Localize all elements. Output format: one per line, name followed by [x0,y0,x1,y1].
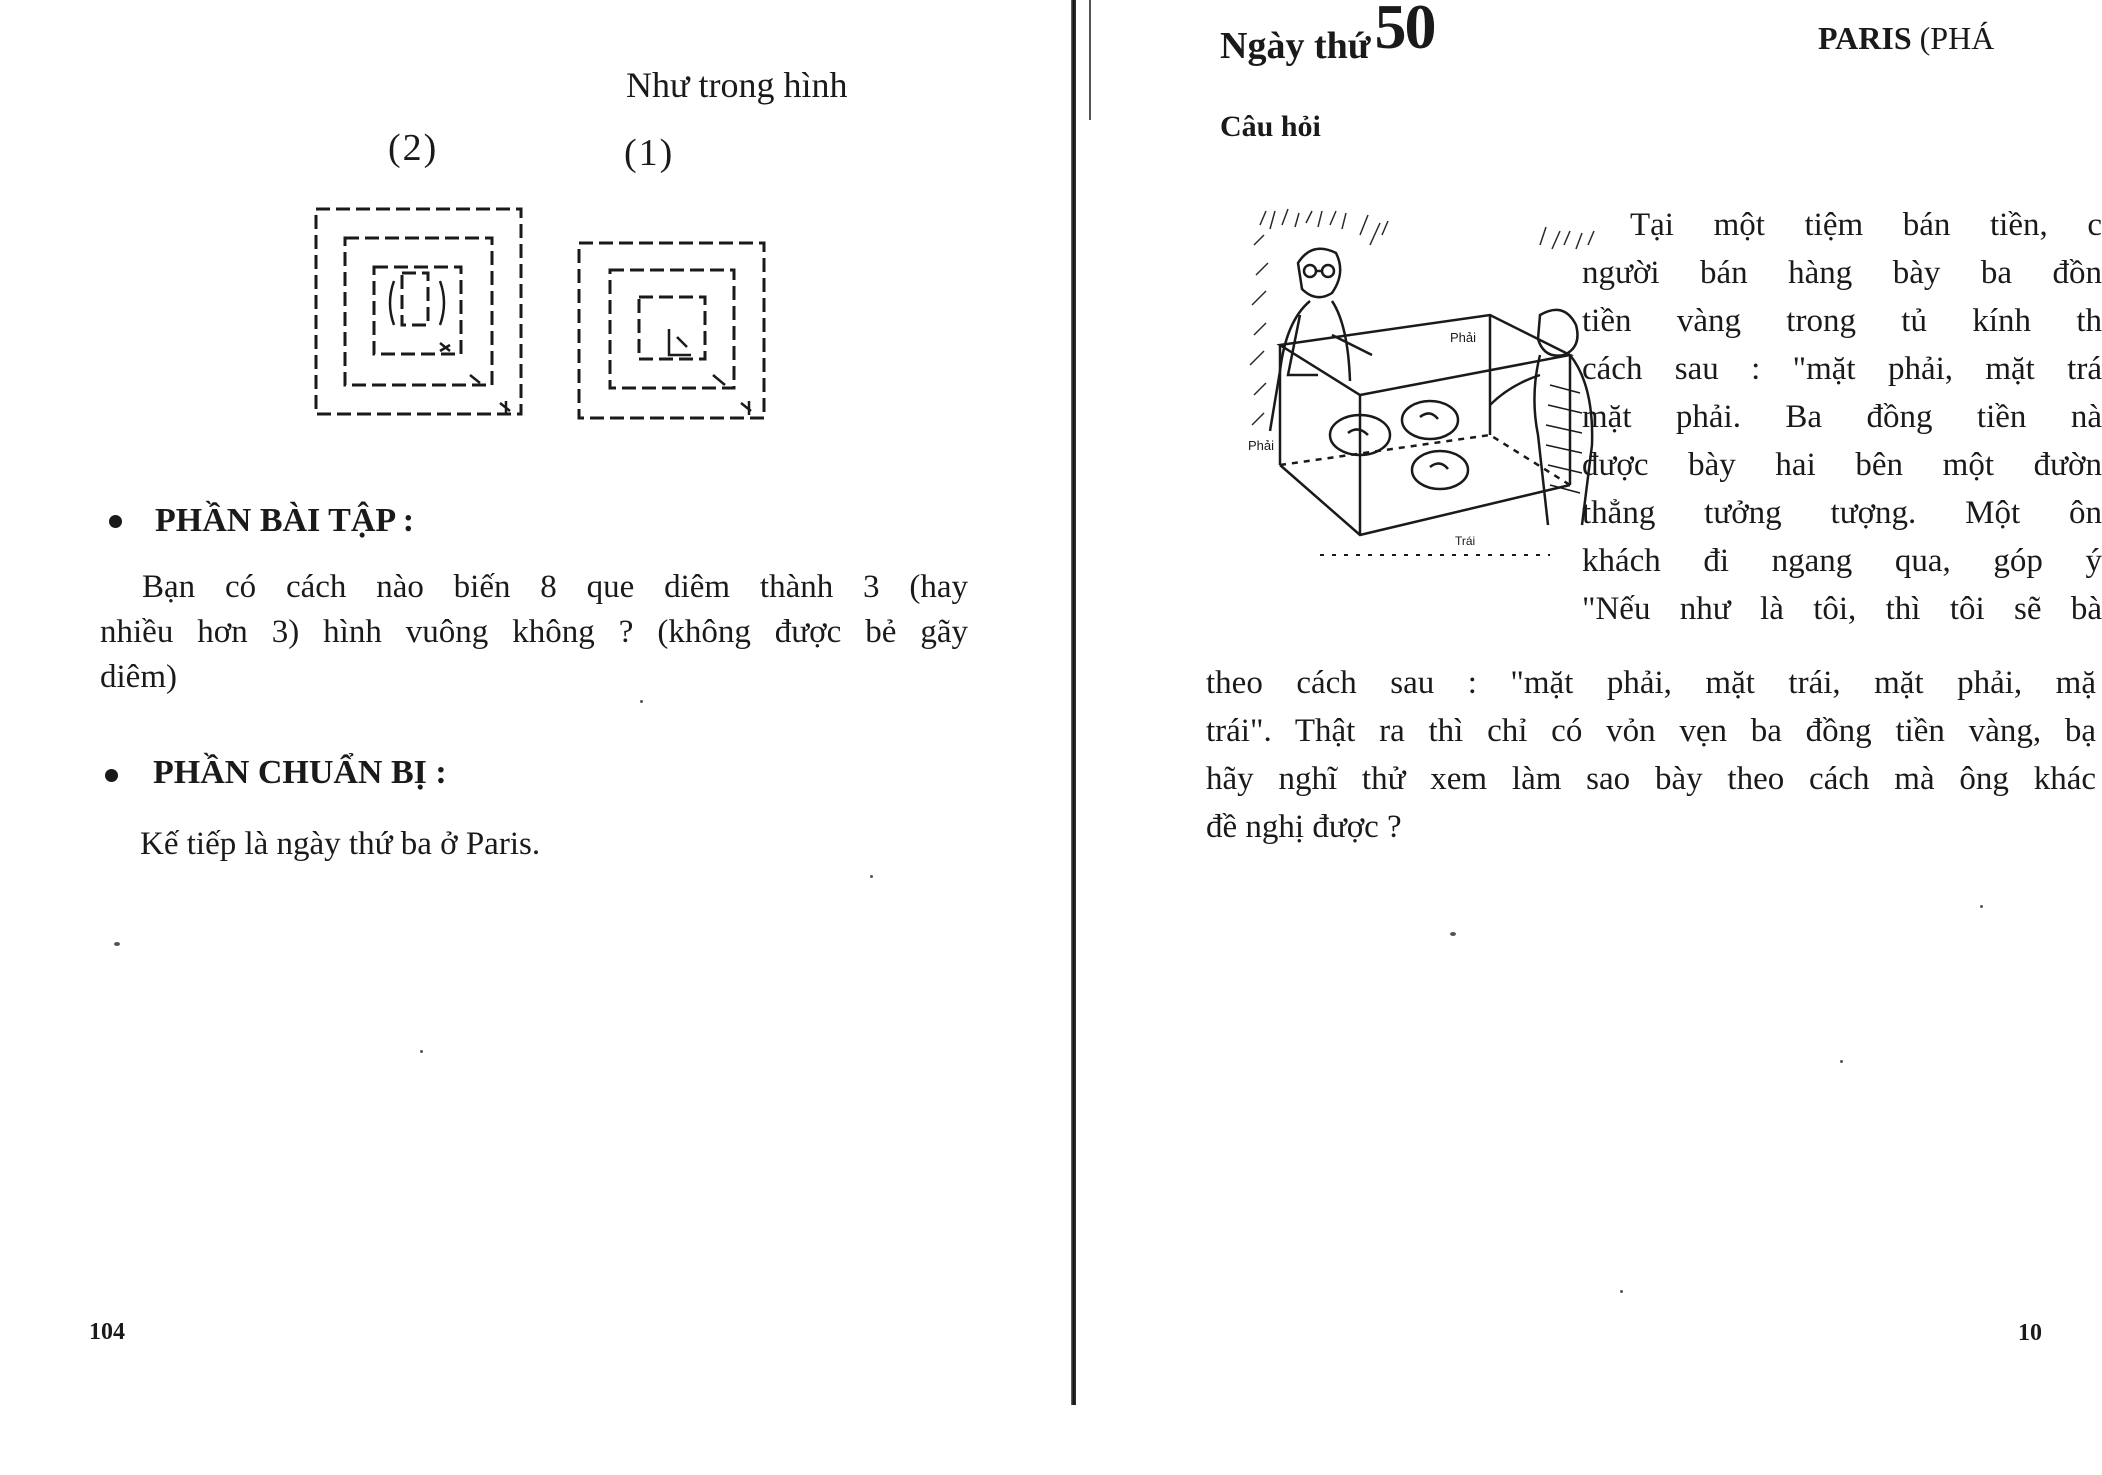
page-number-right: 10 [2018,1320,2042,1346]
question-line: Tại một tiệm bán tiền, c [1630,207,2102,243]
question-line: cách sau : "mặt phải, mặt trá [1582,351,2102,387]
question-wrap-text [1582,201,2102,633]
exercise-line: Bạn có cách nào biến 8 que diêm thành 3 (hay [142,569,968,605]
label-trai: Trái [1455,534,1476,548]
question-line: trái". Thật ra thì chỉ có vỏn vẹn ba đồng tiền vàng, bạ [1206,713,2096,749]
scan-speck [870,875,873,878]
scan-speck [640,700,643,703]
question-line: người bán hàng bày ba đồn [1582,255,2102,291]
label-phai-top: Phải [1450,330,1477,345]
scan-speck [420,1050,423,1053]
page-number-left: 104 [89,1319,125,1345]
question-line: "Nếu như là tôi, thì tôi sẽ bà [1582,591,2102,627]
day-label: Ngày thứ [1220,25,1371,67]
exercise-line: diêm) [100,659,177,695]
scan-speck [114,942,120,946]
label-phai-left: Phải [1248,438,1275,453]
figure-2-nested-squares [310,203,530,423]
exercise-text [100,565,968,700]
question-line: hãy nghĩ thử xem làm sao bày theo cách mà ông khác [1206,761,2096,797]
scan-speck [1980,905,1983,908]
question-line: mặt phải. Ba đồng tiền nà [1582,399,2102,435]
day-header [1220,0,1435,74]
prep-text: Kế tiếp là ngày thứ ba ở Paris. [140,826,541,862]
exercise-line: nhiều hơn 3) hình vuông không ? (không được bẻ gãy [100,614,968,650]
question-full-text [1206,659,2096,851]
right-page [1080,0,2102,1475]
question-line: đề nghị được ? [1206,809,1402,845]
question-line: theo cách sau : "mặt phải, mặt trái, mặt phải, mặ [1206,665,2096,701]
figure-label-2: (2) [388,127,439,169]
city-name: PARIS [1818,20,1912,56]
bullet-icon [105,769,118,782]
scan-speck [1620,1290,1623,1293]
scan-speck [1450,932,1456,936]
city-paren: (PHÁ [1919,20,1995,56]
question-line: thẳng tưởng tượng. Một ôn [1582,495,2102,531]
scan-speck [1840,1060,1843,1063]
figure-caption: Như trong hình [626,65,848,105]
day-number: 50 [1374,0,1435,62]
exercise-heading: PHẦN BÀI TẬP : [155,502,415,539]
question-line: tiền vàng trong tủ kính th [1582,303,2102,339]
binding-gutter [1071,0,1076,1405]
question-line: khách đi ngang qua, góp ý [1582,543,2102,579]
prep-heading: PHẦN CHUẨN BỊ : [153,754,447,791]
section-heading: Câu hỏi [1220,110,1321,143]
bullet-icon [109,515,122,528]
figure-1-nested-squares [573,237,773,427]
coin-display-illustration [1240,205,1640,575]
figure-label-1: (1) [624,132,675,174]
city-header [1818,20,1994,57]
question-line: được bày hai bên một đườn [1582,447,2102,483]
